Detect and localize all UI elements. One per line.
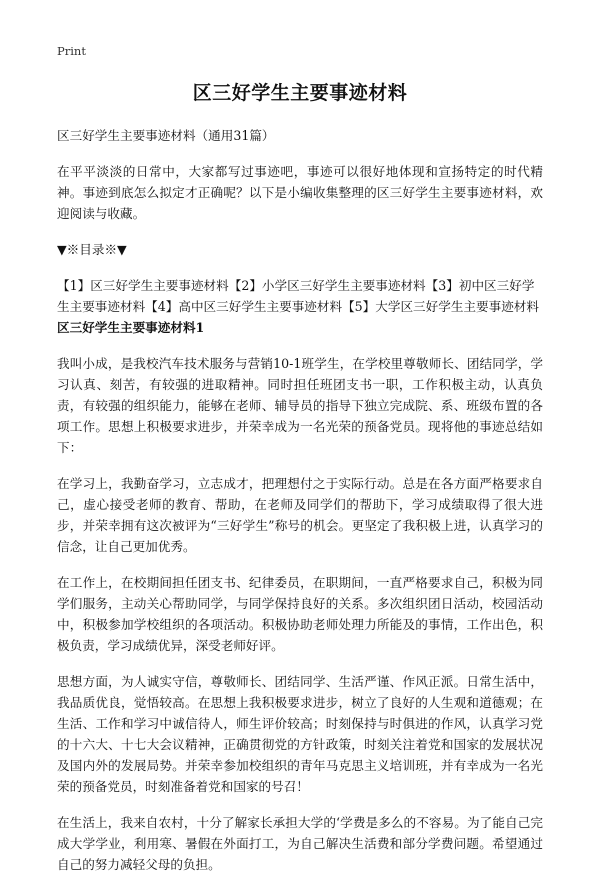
- body-paragraph-1: 我叫小成，是我校汽车技术服务与营销10-1班学生，在学校里尊敬师长、团结同学，学习认真、刻苦，有较强的进取精神。同时担任班团支书一职，工作积极主动，认真负责，有较强的组织能力，能够在老师、辅导员的指导下独立完成院、系、班级布置的各项工作。思想上积极要求进步，并荣幸成为一名光荣的预备党员。现将他的事迹总结如下：: [57, 356, 543, 455]
- table-of-contents: [57, 275, 543, 338]
- subtitle: 区三好学生主要事迹材料（通用31篇）: [57, 128, 275, 143]
- section-heading: 区三好学生主要事迹材料1: [57, 320, 205, 335]
- body-paragraph-4: 思想方面，为人诚实守信，尊敬师长、团结同学、生活严谨、作风正派。日常生活中，我品质优良，觉悟较高。在思想上我积极要求进步，树立了良好的人生观和道德观；在生活、工作和学习中诚信待人，师生评价较高；时刻保持与时俱进的作风，认真学习党的十六大、十七大会议精神，正确贯彻党的方针政策，时刻关注着党和国家的发展状况及国内外的发展局势。并荣幸参加校组织的青年马克思主义培训班，并有幸成为一名光荣的预备党员，时刻准备着党和国家的号召！: [57, 674, 543, 794]
- page-title: 区三好学生主要事迹材料: [192, 82, 408, 104]
- toc-link-5[interactable]: 【5】大学区三好学生主要事迹材料: [342, 299, 539, 314]
- body-paragraph-5: 在生活上，我来自农村，十分了解家长承担大学的‘学费是多么的不容易。为了能自己完成大学学业，利用寒、暑假在外面打工，为自己解决生活费和部分学费问题。希望通过自己的努力减轻父母的负担。: [57, 815, 543, 872]
- toc-link-3[interactable]: 【3】初中区三好学生主要事迹材料: [57, 278, 535, 314]
- intro-paragraph: 在平平淡淡的日常中，大家都写过事迹吧，事迹可以很好地体现和宣扬特定的时代精神。事迹到底怎么拟定才正确呢？以下是小编收集整理的区三好学生主要事迹材料，欢迎阅读与收藏。: [57, 164, 543, 221]
- body-paragraph-2: 在学习上，我勤奋学习，立志成才，把理想付之于实际行动。总是在各方面严格要求自己，虚心接受老师的教育、帮助，在老师及同学们的帮助下，学习成绩取得了很大进步，并荣幸拥有这次被评为“三好学生”称号的机会。更坚定了我积极上进，认真学习的信念，让自己更加优秀。: [57, 476, 543, 554]
- toc-link-1[interactable]: 【1】区三好学生主要事迹材料: [57, 278, 229, 293]
- print-link[interactable]: Print: [57, 44, 86, 58]
- toc-heading: ▼※目录※▼: [57, 242, 127, 257]
- toc-link-4[interactable]: 【4】高中区三好学生主要事迹材料: [145, 299, 343, 314]
- body-paragraph-3: 在工作上，在校期间担任团支书、纪律委员，在职期间，一直严格要求自己，积极为同学们服务，主动关心帮助同学，与同学保持良好的关系。多次组织团日活动，校园活动中，积极参加学校组织的各项活动。积极协助老师处理力所能及的事情，工作出色，积极负责，学习成绩优异，深受老师好评。: [57, 575, 543, 653]
- toc-link-2[interactable]: 【2】小学区三好学生主要事迹材料: [228, 278, 426, 293]
